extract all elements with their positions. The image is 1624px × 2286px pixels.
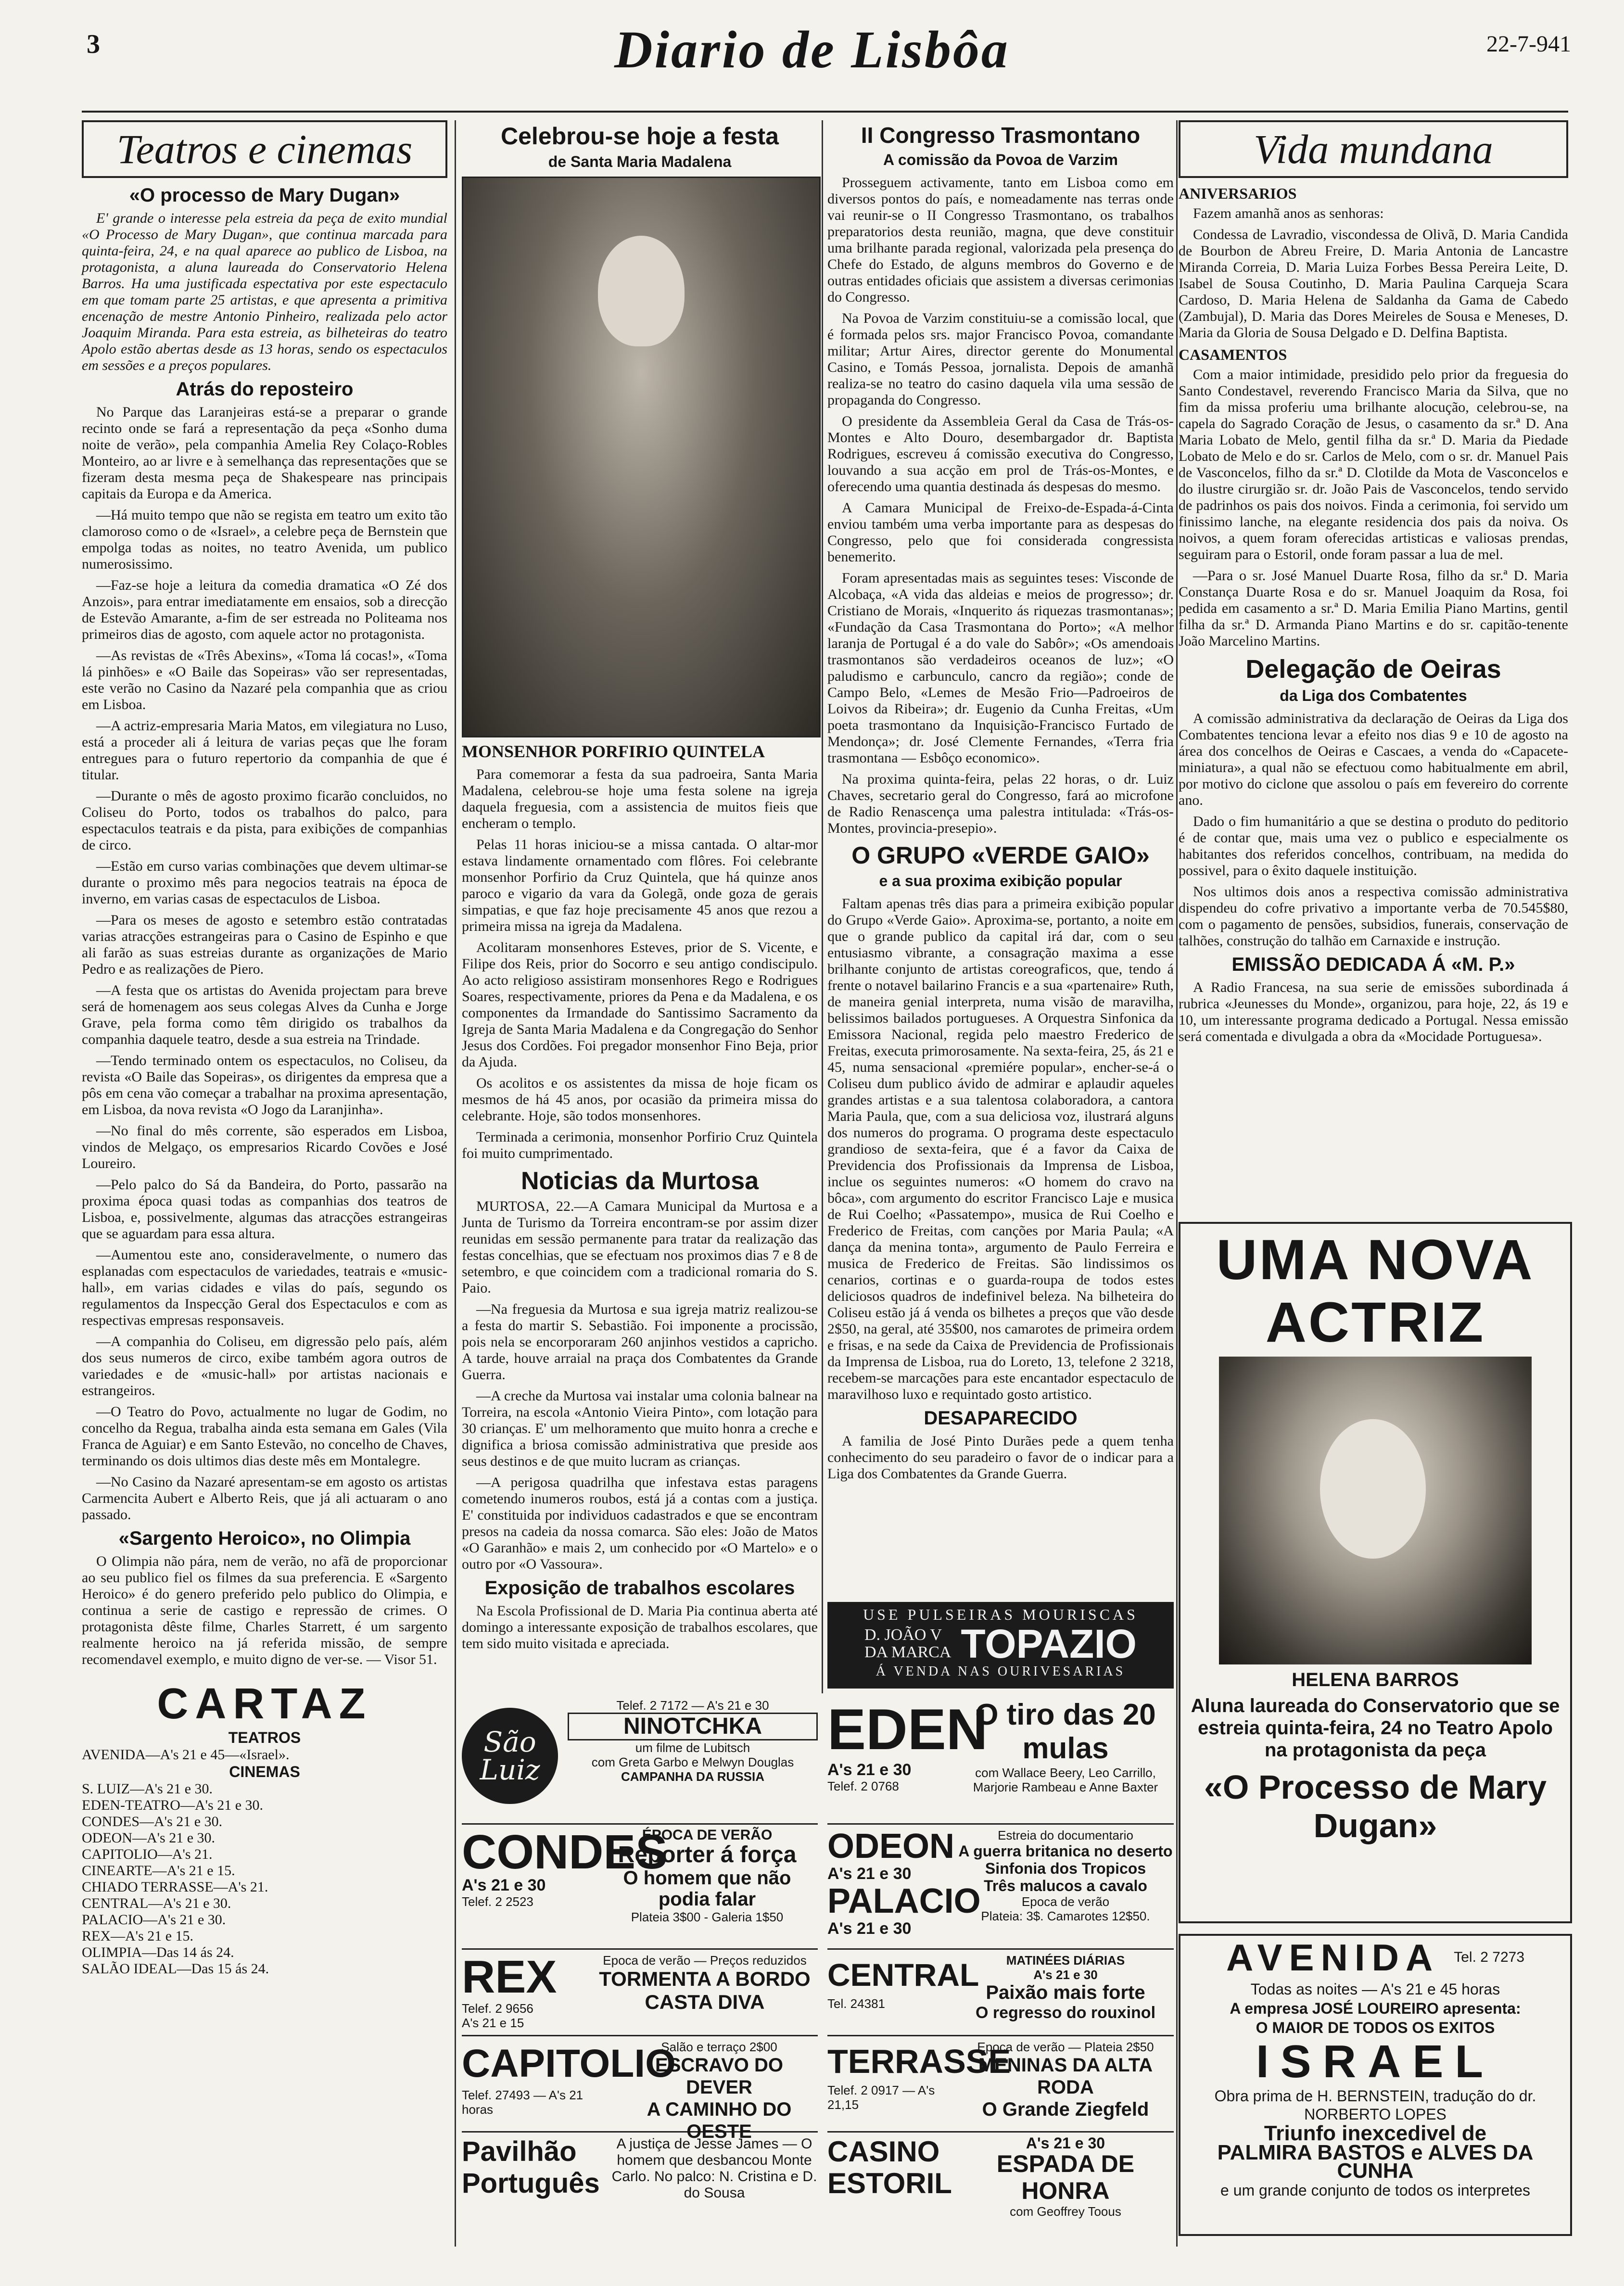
article-paragraph: —A perigosa quadrilha que infestava estas paragens cometendo inumeros roubos, está já a contas com a justiça. E' constituida por individuos cadastrados e que se encontram presos na cadeia da nossa comarca. São eles: João de Matos «O Garanhão» e mais 2, um conhecido por «O Martelo» e o outro por «O Vassoura». bbox=[462, 1474, 818, 1572]
article-paragraph: —No Casino da Nazaré apresentam-se em agosto os artistas Carmencita Aubert e Alberto Reis, que já ali actuaram o ano passado. bbox=[82, 1474, 447, 1523]
theatre-phone: Tel. 2 7273 bbox=[1454, 1949, 1525, 1965]
article-paragraph: A comissão administrativa da declaração de Oeiras da Liga dos Combatentes tenciona levar a efeito nos dias 9 e 10 de agosto na área dos concelhos de Oeiras e Cascaes, a venda do «Capacete-miniatura», a qual não se efectuou como habitualmente em abril, por motivo do ciclone que assolou o país em fevereiro do corrente ano. bbox=[1179, 711, 1568, 808]
advert-condes bbox=[462, 1825, 818, 1950]
church-column bbox=[462, 120, 818, 1651]
article-heading: Delegação de Oeiras bbox=[1245, 655, 1501, 684]
show-times: A's 21 e 30 bbox=[1026, 2134, 1105, 2152]
film-title: ESCRAVO DO DEVER bbox=[655, 2055, 783, 2098]
article-subheading: de Santa Maria Madalena bbox=[548, 153, 732, 170]
column-divider bbox=[455, 120, 456, 2247]
advert-line: USE PULSEIRAS MOURISCAS bbox=[863, 1606, 1138, 1623]
page-number: 3 bbox=[87, 29, 100, 59]
advert-pavilhao bbox=[462, 2136, 818, 2222]
masthead-rule bbox=[82, 111, 1568, 113]
column-divider bbox=[1176, 120, 1178, 2247]
article-paragraph: Pelas 11 horas iniciou-se a missa cantada. O altar-mor estava lindamente ornamentado com flôres. Foi celebrante monsenhor Porfirio da Cruz Quintela, que há quinze anos paroco e vigario da vara da Golegã, onde goza de gerais simpatias, e que faz hoje precisamente 45 anos que rezou a primeira missa na igreja da Madalena. bbox=[462, 837, 818, 934]
advert-odeon-palacio bbox=[827, 1828, 1174, 1950]
film-title: ESPADA DE HONRA bbox=[996, 2150, 1135, 2204]
column-divider bbox=[822, 120, 823, 1693]
advert-rex bbox=[462, 1953, 818, 2036]
advert-brand: TOPAZIO bbox=[961, 1621, 1137, 1666]
advert-line: CAMPANHA DA RUSSIA bbox=[621, 1769, 765, 1784]
article-paragraph: —A festa que os artistas do Avenida projectam para breve será de homenagem aos seus colegas Alves da Cunha e Jorge Grave, pela forma como têm dirigido os trabalhos da companhia daquele teatro, desde a sua estreia na Trindade. bbox=[82, 982, 447, 1047]
article-paragraph: —Para os meses de agosto e setembro estão contratadas varias atracções estrangeiras para o Casino de Espinho e que ali farão as suas estreias durante as organizações de Mario Pedro e as realizações de Piero. bbox=[82, 912, 447, 977]
advert-line: D. JOÃO V bbox=[864, 1626, 942, 1644]
article-heading: Celebrou-se hoje a festa bbox=[501, 123, 779, 150]
film-title: Paixão mais forte bbox=[986, 1982, 1145, 2003]
advert-terrasse bbox=[827, 2040, 1174, 2133]
show-times: A's 21 e 30 bbox=[462, 1876, 546, 1894]
article-paragraph: Terminada a cerimonia, monsenhor Porfirio Cruz Quintela foi muito cumprimentado. bbox=[462, 1129, 818, 1161]
film-title: TORMENTA A BORDO bbox=[599, 1968, 811, 1990]
advert-line: um filme de Lubitsch bbox=[635, 1740, 750, 1755]
article-subheading: e a sua proxima exibição popular bbox=[879, 872, 1122, 889]
advert-phone: Telef. 2 2523 bbox=[462, 1894, 533, 1909]
article-paragraph: Para comemorar a festa da sua padroeira, Santa Maria Madalena, celebrou-se hoje uma festa solene na igreja daquela freguesia, com a assistencia de muitos fieis que encheram o templo. bbox=[462, 766, 818, 831]
portrait-face bbox=[1320, 1419, 1426, 1559]
advert-line: A justiça de Jesse James — O homem que desbancou Monte Carlo. No palco: N. Cristina e D. do Sousa bbox=[611, 2136, 817, 2201]
article-paragraph: —A actriz-empresaria Maria Matos, em vilegiatura no Luso, está a proceder ali á leitura de varias peças que lhe foram entregues para o futuro repertorio da companhia de que é titular. bbox=[82, 718, 447, 783]
article-paragraph: Foram apresentadas mais as seguintes teses: Visconde de Alcobaça, «A vida das aldeias e meios de progresso»; dr. Cristiano de Morais, «Inquerito ás riquezas trasmontanas»; «Fundação da Casa Trasmontana do Porto»; «A melhor laranja de Portugal é a do vale do Sabôr»; «Os amendoais trasmontanos são verdadeiros oceanos de luz»; «O paludismo e carbunculo, cancro da região»; conde de Campo Belo, «Lemes de Mesão Frio—Padroeiros de Loivos da Ribeira»; dr. Eugenio da Cunha Freitas, «Um poeta trasmontano da Inquisição-Francisco Furtado de Mendonça»; dr. José Clemente Fernandes, «Terra fria trasmontana — Esbôço economico». bbox=[827, 570, 1174, 766]
article-heading: DESAPARECIDO bbox=[924, 1408, 1078, 1429]
newspaper-title: Diario de Lisbôa bbox=[614, 20, 1010, 79]
section-title-theatre: Teatros e cinemas bbox=[82, 120, 447, 178]
article-heading: EMISSÃO DEDICADA Á «M. P.» bbox=[1231, 954, 1515, 975]
article-paragraph: —Tendo terminado ontem os espectaculos, no Coliseu, da revista «O Baile das Sopeiras», os dirigentes da empresa que a pôs em cena vão começar a trabalhar na proxima apresentação, em Lisboa, da nova revista «O Jogo da Laranjinha». bbox=[82, 1053, 447, 1118]
actress-portrait bbox=[1219, 1357, 1532, 1664]
article-heading: Noticias da Murtosa bbox=[520, 1167, 759, 1195]
advert-line: PALMIRA BASTOS e ALVES DA CUNHA bbox=[1217, 2141, 1534, 2183]
show-times: A's 21 e 30 bbox=[827, 1761, 912, 1779]
advert-line: Obra prima de H. BERNSTEIN, tradução do dr. NORBERTO LOPES bbox=[1214, 2087, 1536, 2123]
article-paragraph: Na proxima quinta-feira, pelas 22 horas, o dr. Luiz Chaves, secretario geral do Congresso, fará ao microfone de Radio Renascença uma palestra intitulada: «Trás-os-Montes, provincia-presepio». bbox=[827, 771, 1174, 836]
advert-prices: Salão e terraço 2$00 bbox=[661, 2040, 777, 2054]
advert-line: ÉPOCA DE VERÃO bbox=[642, 1827, 773, 1843]
advert-phone: Telef. 27493 — A's 21 horas bbox=[462, 2088, 584, 2117]
society-column bbox=[1179, 120, 1568, 1212]
article-subheading: A comissão da Povoa de Varzim bbox=[883, 151, 1118, 168]
advert-line: com Greta Garbo e Melwyn Douglas bbox=[591, 1755, 794, 1769]
film-title: NINOTCHKA bbox=[568, 1713, 818, 1740]
article-paragraph: Com a maior intimidade, presidido pelo prior da freguesia do Santo Condestavel, reverendo Francisco Maria da Silva, que no fim da missa proferiu uma brilhante alocução, celebrou-se, na capela do Sagrado Coração de Jesus, o casamento da sr.ª D. Ana Maria Lobato de Melo, gentil filha da sr.ª D. Maria da Piedade Lobato de Melo e do sr. Carlos de Melo, com o sr. dr. Manuel Pais de Vasconcelos, filho da sr.ª D. Clotilde da Mota de Vasconcelos e do ilustre cirurgião sr. dr. João Pais de Vasconcelos, tendo servido de padrinhos os pais dos noivos. Finda a cerimonia, foi servido um finissimo lanche, na elegante residencia dos pais da noiva. Os noivos, a quem foram oferecidas artisticas e valiosas prendas, seguiram para o Estoril, onde foram passar a lua de mel. bbox=[1179, 367, 1568, 562]
advert-line: Estreia do documentario bbox=[998, 1828, 1133, 1842]
listing-line: ODEON—A's 21 e 30. bbox=[82, 1830, 216, 1846]
listing-line: REX—A's 21 e 15. bbox=[82, 1928, 194, 1944]
article-paragraph: O presidente da Assembleia Geral da Casa de Trás-os-Montes e Alto Douro, desembargador dr. Baptista Rodrigues, escreveu á comissão executiva do Congresso, louvando a sua acção em prol de Trás-os-Montes, e oferecendo uma quantia destinada ás despesas do mesmo. bbox=[827, 413, 1174, 495]
film-title: CASTA DIVA bbox=[645, 1991, 765, 2013]
article-paragraph: —Na freguesia da Murtosa e sua igreja matriz realizou-se a festa do martir S. Sebastião. Foi imponente a procissão, pois nela se encorporaram 260 anjinhos vestidos a capricho. A tarde, houve arraial na praça dos Combatentes da Grande Guerra. bbox=[462, 1301, 818, 1383]
article-paragraph: No Parque das Laranjeiras está-se a preparar o grande recinto onde se fará a representação da peça «Sonho duma noite de verão», pela companhia Amelia Rey Colaço-Robles Monteiro, ao ar livre e à semelhança das representações que se fizeram desta mesma peça de Shakespeare nas principais capitais da Europa e da America. bbox=[82, 404, 447, 502]
article-paragraph: Faltam apenas três dias para a primeira exibição popular do Grupo «Verde Gaio». Aproxima-se, portanto, a noite em que o grande publico da capital irá dar, com o seu entusiasmo vibrante, a consagração maxima a esse brilhante conjunto de artistas coreograficos, que, tendo á frente o notavel bailarino Francis e a sua «partenaire» Ruth, de maneira genial interpreta, numa visão de maravilha, belissimos bailados portugueses. A Orquestra Sinfonica da Emissora Nacional, regida pelo maestro Frederico de Freitas, executa primorosamente. Na sexta-feira, 25, ás 21 e 45, numa sensacional «premiére popular», encher-se-á o Coliseu dum publico ávido de admirar e aplaudir aqueles grandes artistas e a sua talentosa colaboradora, a cantora Maria Paula, que, com a sua deliciosa voz, ilustrará alguns dos numeros do programa. O programa deste espectaculo grandioso de sexta-feira, que é a favor da Caixa de Previdencia dos Profissionais da Imprensa de Lisboa, inclue os seguintes numeros: «O homem do cravo na bôca», com argumento do escritor Francisco Laje e musica de Rui Coelho; «Passatempo», musica de Rui Coelho e Frederico de Freitas, com canções por Maria Paula; «A dança da menina tonta», argumento de Paulo Ferreira e musica de Frederico de Freitas. São lindissimos os cenarios, cortinas e o guarda-roupa de todos estes deliciosos quadros de indefinivel beleza. Na bilheteira do Coliseu estão já á venda os bilhetes a preços que vão desde 2$50, na geral, até 35$00, nos camarotes de primeira ordem e frisas, e na sede da Caixa de Previdencia de Profissionais da Imprensa de Lisboa, rua do Loreto, 13, telefone 2 3218, recebem-se marcações para este encantador espectaculo de maravilhoso luxo e requintado gosto artistico. bbox=[827, 896, 1174, 1402]
article-paragraph: —Estão em curso varias combinações que devem ultimar-se durante o proximo mês para negocios teatrais na época de inverno, em varias casas de espectaculos de Lisboa. bbox=[82, 858, 447, 907]
feature-banner: UMA NOVA ACTRIZ bbox=[1216, 1228, 1535, 1354]
listing-line: SALÃO IDEAL—Das 15 ás 24. bbox=[82, 1961, 269, 1977]
advert-eden bbox=[827, 1698, 1174, 1825]
article-paragraph: A familia de José Pinto Durães pede a quem tenha conhecimento do seu paradeiro o favor de o indicar para a Liga dos Combatentes da Grande Guerra. bbox=[827, 1433, 1174, 1482]
sao-luiz-logo: São Luiz bbox=[462, 1708, 558, 1804]
film-title: O regresso do rouxinol bbox=[975, 2004, 1156, 2022]
listing-line: CINEARTE—A's 21 e 15. bbox=[82, 1863, 235, 1879]
film-title: O Grande Ziegfeld bbox=[982, 2099, 1149, 2120]
article-paragraph: A Radio Francesa, na sua serie de emissões subordinada á rubrica «Jeunesses du Monde», organizou, para hoje, 22, ás 19 e 10, um interessante programa dedicado a Portugal. Nessa emissão será comentada e divulgada a obra da «Mocidade Portuguesa». bbox=[1179, 979, 1568, 1044]
advert-phone: Telef. 2 7172 — A's 21 e 30 bbox=[616, 1698, 769, 1713]
photo-caption: MONSENHOR PORFIRIO QUINTELA bbox=[462, 742, 765, 761]
cinema-name: PALACIO bbox=[827, 1882, 981, 1920]
advert-phone: Tel. 24381 bbox=[827, 1996, 885, 2011]
subsection-title: ANIVERSARIOS bbox=[1179, 185, 1297, 202]
article-paragraph: —Para o sr. José Manuel Duarte Rosa, filho da sr.ª D. Maria Constança Duarte Rosa e do sr. Manuel Joaquim da Rosa, foi pedida em casamento a sr.ª D. Maria Emilia Piano Martins, gentil filha da sr.ª D. Armanda Piano Martins e do sr. capitão-tenente João Marcelino Martins. bbox=[1179, 568, 1568, 649]
film-title: O tiro das 20 mulas bbox=[975, 1698, 1156, 1765]
listing-line: CENTRAL—A's 21 e 30. bbox=[82, 1895, 231, 1911]
article-heading: II Congresso Trasmontano bbox=[861, 123, 1141, 148]
listing-line: S. LUIZ—A's 21 e 30. bbox=[82, 1781, 213, 1797]
film-title: A guerra britanica no deserto bbox=[958, 1842, 1173, 1860]
listing-line: OLIMPIA—Das 14 ás 24. bbox=[82, 1944, 234, 1960]
listing-line: CONDES—A's 21 e 30. bbox=[82, 1814, 223, 1829]
cinema-name: CENTRAL bbox=[827, 1957, 979, 1993]
congress-column bbox=[827, 120, 1174, 1645]
subsection-title: CASAMENTOS bbox=[1179, 346, 1287, 363]
listing-line: AVENIDA—A's 21 e 45—«Israel». bbox=[82, 1747, 290, 1763]
article-paragraph: —O Teatro do Povo, actualmente no lugar de Godim, no concelho da Regua, trabalha ainda esta semana em Gales (Vila Franca de Aguiar) e em Santo Estevão, no concelho de Chaves, terminando os dois ultimos dias deste mês em Montalegre. bbox=[82, 1404, 447, 1469]
cinema-name: EDEN bbox=[827, 1697, 988, 1762]
article-heading: «O processo de Mary Dugan» bbox=[129, 185, 400, 206]
avenida-advert bbox=[1179, 1934, 1572, 2236]
article-heading: «Sargento Heroico», no Olimpia bbox=[118, 1528, 411, 1549]
section-title-society: Vida mundana bbox=[1179, 120, 1568, 178]
film-title: MENINAS DA ALTA RODA bbox=[978, 2055, 1153, 2098]
film-title: Reporter á força bbox=[618, 1842, 797, 1867]
article-paragraph: —A creche da Murtosa vai instalar uma colonia balnear na Torreira, na escola «Antonio Vieira Pinto», com lotação para 30 crianças. E' um melhoramento que muito honra a creche e dignifica a briosa comissão administrativa que preside aos seus destinos e de que muito lucram as crianças. bbox=[462, 1388, 818, 1469]
cinema-name: ODEON bbox=[827, 1827, 955, 1866]
play-title: ISRAEL bbox=[1256, 2036, 1495, 2087]
advert-phone: Telef. 2 0917 — A's 21,15 bbox=[827, 2083, 935, 2112]
advert-prices: Plateia: 3$. Camarotes 12$50. bbox=[981, 1909, 1150, 1923]
advert-line: Todas as noites — A's 21 e 45 horas bbox=[1250, 1981, 1500, 1998]
cinema-name: REX bbox=[462, 1951, 557, 2003]
article-paragraph: —Faz-se hoje a leitura da comedia dramatica «O Zé dos Anzois», para entrar imediatamente em ensaios, sob a direcção de Estevão Amarante, a-fim de ser estreada no Politeama nos primeiros dias de agosto, com aquele actor no protagonista. bbox=[82, 577, 447, 642]
show-times: A's 21 e 30 bbox=[1033, 1968, 1098, 1982]
film-title: A CAMINHO DO OESTE bbox=[647, 2099, 792, 2142]
advert-line: MATINÉES DIÁRIAS bbox=[1006, 1953, 1125, 1968]
advert-line: Epoca de verão — Preços reduzidos bbox=[603, 1953, 807, 1968]
cinema-name: CONDES bbox=[462, 1825, 668, 1879]
advert-line: Á VENDA NAS OURIVESARIAS bbox=[875, 1664, 1126, 1679]
advert-line: com Wallace Beery, Leo Carrillo, Marjorie Rambeau e Anne Baxter bbox=[973, 1765, 1158, 1794]
article-paragraph: Dado o fim humanitário a que se destina o produto do peditorio é de contar que, mais uma vez o publico e especialmente os habitantes dos referidos concelhos, contribuam, na medida do possivel, para o êxito daquele instituição. bbox=[1179, 813, 1568, 878]
article-paragraph: —Durante o mês de agosto proximo ficarão concluidos, no Coliseu do Porto, todos os trabalhos do palco, para espectaculos teatrais e da pista, para exibições de companhias de circo. bbox=[82, 788, 447, 853]
play-title: «O Processo de Mary Dugan» bbox=[1204, 1768, 1547, 1844]
masthead bbox=[0, 0, 1624, 115]
advert-phone: Telef. 2 9656 bbox=[462, 2001, 533, 2016]
advert-line: DA MARCA bbox=[864, 1643, 952, 1661]
advert-capitolio bbox=[462, 2040, 818, 2142]
cinema-adverts bbox=[462, 1698, 1174, 2237]
advert-sao-luiz bbox=[462, 1698, 818, 1825]
show-times: A's 21 e 30 bbox=[827, 1865, 912, 1883]
listing-line: EDEN-TEATRO—A's 21 e 30. bbox=[82, 1797, 264, 1813]
article-paragraph: Prosseguem activamente, tanto em Lisboa como em diversos pontos do país, e nomeadamente nas terras onde vai reunir-se o II Congresso Trasmontano, os trabalhos preparatorios desta reunião, magna, que deve constituir uma brilhante parada regional, valorizada pela presença do Chefe do Estado, de alguns membros do Governo e de outras entidades oficiais que assistem a diversas cerimonias do Congresso. bbox=[827, 175, 1174, 305]
article-paragraph: Na Povoa de Varzim constituiu-se a comissão local, que é formada pelos srs. major Francisco Povoa, comandante militar; Artur Aires, director gerente do Monumental Casino, e Tomás Pessoa, jornalista. Depois de amanhã realiza-se no teatro do casino daquela vila uma sessão de propaganda do Congresso. bbox=[827, 310, 1174, 408]
actress-description: Aluna laureada do Conservatorio que se estreia quinta-feira, 24 no Teatro Apolo na protagonista da peça bbox=[1191, 1695, 1560, 1761]
article-paragraph: MURTOSA, 22.—A Camara Municipal da Murtosa e a Junta de Turismo da Torreira encontram-se por assim dizer reunidas em sessão permanente para tratar da realização das festas concelhias, que se efectuam nos proximos dias 7 e 8 de setembro, e que coincidem com a tradicional romaria do S. Paio. bbox=[462, 1198, 818, 1296]
listings-subtitle: TEATROS bbox=[228, 1729, 301, 1746]
listing-line: CAPITOLIO—A's 21. bbox=[82, 1846, 213, 1862]
listings-title: CARTAZ bbox=[157, 1680, 372, 1728]
advert-prices: Plateia 3$00 - Galeria 1$50 bbox=[631, 1910, 784, 1924]
article-paragraph: —No final do mês corrente, são esperados em Lisboa, vindos de Melgaço, os empresarios Ricardo Covões e José Loureiro. bbox=[82, 1123, 447, 1171]
advert-casino-estoril bbox=[827, 2136, 1174, 2222]
article-paragraph: —Há muito tempo que não se regista em teatro um exito tão clamoroso como o de «Israel», a celebre peça de Bernstein que empolga todas as noites, no teatro Avenida, um publico numerosissimo. bbox=[82, 507, 447, 572]
listing-line: PALACIO—A's 21 e 30. bbox=[82, 1912, 226, 1928]
advert-prices: Epoca de verão — Plateia 2$50 bbox=[977, 2040, 1154, 2054]
article-heading: Exposição de trabalhos escolares bbox=[484, 1577, 795, 1599]
show-times: A's 21 e 15 bbox=[462, 2016, 524, 2030]
theatre-column bbox=[82, 120, 447, 1977]
advert-central bbox=[827, 1953, 1174, 2036]
article-paragraph: —Pelo palco do Sá da Bandeira, do Porto, passarão na proxima época quasi todas as companhias dos teatros de Lisboa, e, possivelmente, algumas das atracções estrangeiras que se aguardam para essa altura. bbox=[82, 1177, 447, 1242]
article-paragraph: Acolitaram monsenhores Esteves, prior de S. Vicente, e Filipe dos Reis, prior do Socorro e seu antigo condiscipulo. Ao acto religioso assistiram monsenhores Rego e Rodrigues Soares, respectivamente, priores da Pena e da Madalena, e os componentes da Irmandade do Santissimo Sacramento da Igreja de Santa Maria Madalena e da Congregação do Senhor Jesus dos Cordões. Foi pregador monsenhor Fino Beja, prior da Ajuda. bbox=[462, 940, 818, 1070]
advert-line: com Geoffrey Toous bbox=[1010, 2204, 1121, 2219]
film-title: O homem que não podia falar bbox=[623, 1867, 791, 1910]
article-paragraph: Fazem amanhã anos as senhoras: bbox=[1193, 205, 1384, 221]
article-paragraph: —Aumentou este ano, consideravelmente, o numero das esplanadas com espectaculos de variedades, teatrais e «music-hall», em varias cidades e vilas do país, segundo os regulamentos da Inspecção Geral dos Espectaculos e com as respectivas empresas responsaveis. bbox=[82, 1247, 447, 1328]
topazio-advert bbox=[827, 1602, 1174, 1689]
new-actress-feature bbox=[1179, 1222, 1572, 1923]
show-times: A's 21 e 30 bbox=[827, 1919, 912, 1938]
article-paragraph: Na Escola Profissional de D. Maria Pia continua aberta até domingo a interessante exposição de trabalhos escolares, que tem sido muito visitada e apreciada. bbox=[462, 1603, 818, 1651]
cinema-name: Pavilhão Português bbox=[462, 2136, 600, 2199]
photo-monsignor bbox=[462, 177, 821, 737]
article-subheading: da Liga dos Combatentes bbox=[1280, 687, 1467, 704]
issue-date: 22-7-941 bbox=[1486, 31, 1571, 57]
advert-line: Epoca de verão bbox=[1021, 1894, 1110, 1909]
theatre-name: AVENIDA bbox=[1226, 1936, 1440, 1979]
cinema-name: CAPITOLIO bbox=[462, 2042, 676, 2085]
article-heading: Atrás do reposteiro bbox=[176, 379, 354, 400]
listings-subtitle: CINEMAS bbox=[229, 1763, 300, 1780]
photo-face bbox=[598, 236, 685, 346]
article-paragraph: —A companhia do Coliseu, em digressão pelo país, além dos seus numeros de circo, exibe também agora outros de variedades e de «music-hall» por artistas nacionais e estrangeiros. bbox=[82, 1334, 447, 1398]
article-paragraph: —As revistas de «Três Abexins», «Toma lá cocas!», «Toma lá pinhões» e «O Baile das Sopeiras» vão ser representadas, este verão no Casino da Nazaré pela companhia que as criou em Lisboa. bbox=[82, 648, 447, 712]
advert-line: Triunfo inexcedivel de bbox=[1264, 2121, 1487, 2145]
advert-line: A empresa JOSÉ LOUREIRO apresenta: bbox=[1230, 2000, 1521, 2017]
advert-phone: Telef. 2 0768 bbox=[827, 1779, 899, 1793]
film-title: Sinfonia dos Tropicos bbox=[985, 1860, 1146, 1877]
article-paragraph: O Olimpia não pára, nem de verão, no afã de proporcionar ao seu publico fiel os filmes da sua preferencia. E «Sargento Heroico» é do genero preferido pelo publico do Olimpia, e continua a serie de castigo e repressão de crimes. O protagonista dêste filme, Charles Starrett, é um sargento realmente heroico na já referida missão, de sempre recomendavel exemplo, e muito digno de ver-se. — Visor 51. bbox=[82, 1553, 447, 1667]
advert-line: O MAIOR DE TODOS OS EXITOS bbox=[1256, 2019, 1495, 2036]
article-paragraph: Os acolitos e os assistentes da missa de hoje ficam os mesmos de há 45 anos, por ocasião da primeira missa do celebrante. Hoje, são todos monsenhores. bbox=[462, 1075, 818, 1124]
article-paragraph: E' grande o interesse pela estreia da peça de exito mundial «O Processo de Mary Dugan», que continua marcada para quinta-feira, 24, e na qual aparece ao publico de Lisboa, na protagonista, a aluna laureada do Conservatorio Helena Barros. Ha uma justificada espectativa por este espectaculo em que tomam parte 25 artistas, e que apresenta a primitiva encenação de mestre Antonio Pinheiro, realizada pelo actor Joaquim Miranda. Para esta estreia, as bilheteiras do teatro Apolo estão abertas desde as 13 horas, sendo os espectaculos em sessões e a preços populares. bbox=[82, 210, 447, 373]
actress-name: HELENA BARROS bbox=[1292, 1669, 1459, 1690]
article-heading: O GRUPO «VERDE GAIO» bbox=[851, 842, 1150, 869]
listing-line: CHIADO TERRASSE—A's 21. bbox=[82, 1879, 268, 1895]
film-title: Três malucos a cavalo bbox=[984, 1877, 1147, 1894]
article-paragraph: Condessa de Lavradio, viscondessa de Olivã, D. Maria Candida de Bourbon de Abreu Freire, D. Maria Antonia de Lancastre Miranda Correia, D. Maria Luiza Forbes Bessa Pereira Leite, D. Isabel de Sousa Coutinho, D. Maria Paulina Carqueja Scara Cardoso, D. Maria Helena de Saldanha da Gama de Cabedo (Zambujal), D. Maria das Dores Meireles de Sousa e Meneses, D. Maria da Gloria de Sousa Delgado e D. Delfina Baptista. bbox=[1179, 227, 1568, 341]
advert-line: e um grande conjunto de todos os interpretes bbox=[1220, 2182, 1530, 2199]
article-paragraph: Nos ultimos dois anos a respectiva comissão administrativa dispendeu do cofre privativo a importante verba de 70.545$80, com o pagamento de pensões, subsidios, funerais, conservação de talhões, construção do talhão em Carnaxide e instrução. bbox=[1179, 884, 1568, 949]
article-paragraph: A Camara Municipal de Freixo-de-Espada-á-Cinta enviou também uma verba importante para as despesas do Congresso, pelo que foi considerada congressista benemerito. bbox=[827, 500, 1174, 565]
cinema-name: CASINO ESTORIL bbox=[827, 2135, 952, 2199]
cinema-name: TERRASSE bbox=[827, 2043, 1011, 2080]
